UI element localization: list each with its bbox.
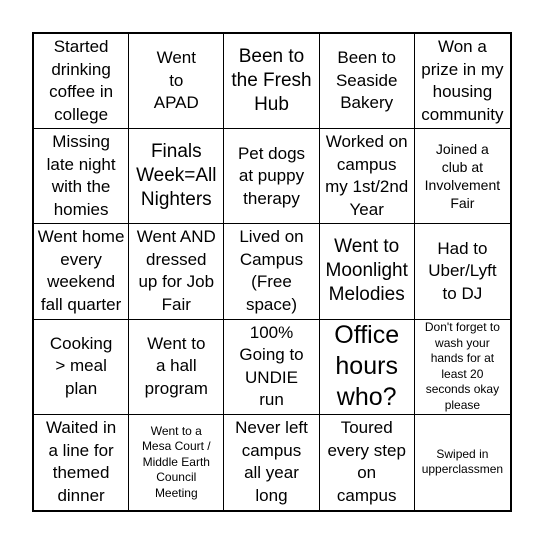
bingo-cell-text: Worked on campus my 1st/2nd Year [325,132,409,219]
bingo-cell-10[interactable] [415,129,510,224]
bingo-cell-text: Joined a club at Involvement Fair [424,141,501,212]
bingo-cell-text: Went to Moonlight Melodies [325,236,408,306]
bingo-cell-text: Went to a Mesa Court / Middle Earth Council Meeting [141,423,211,500]
bingo-cell-17[interactable] [129,320,224,415]
bingo-cell-text: Never left campus all year long [235,418,308,505]
bingo-cell-18[interactable] [224,320,319,415]
bingo-cell-7[interactable] [129,129,224,224]
bingo-cell-text: Went AND dressed up for Job Fair [136,227,216,314]
bingo-cell-14[interactable] [320,224,415,319]
bingo-cell-20[interactable] [415,320,510,415]
bingo-cell-3[interactable] [224,34,319,129]
bingo-cell-text: Won a prize in my housing community [421,37,504,124]
bingo-cell-24[interactable] [320,415,415,510]
bingo-cell-text: Pet dogs at puppy therapy [237,143,306,208]
bingo-board [32,32,512,512]
bingo-cell-16[interactable] [34,320,129,415]
bingo-cell-text: Lived on Campus (Free space) [239,227,304,314]
bingo-cell-text: Missing late night with the homies [46,132,116,219]
bingo-cell-text: Cooking > meal plan [49,333,113,398]
bingo-cell-11[interactable] [34,224,129,319]
bingo-cell-text: Finals Week=All Nighters [136,141,217,211]
bingo-cell-text: Been to the Fresh Hub [231,46,312,116]
bingo-cell-8[interactable] [224,129,319,224]
bingo-cell-22[interactable] [129,415,224,510]
bingo-cell-5[interactable] [415,34,510,129]
bingo-cell-text: Office hours who? [334,321,400,412]
bingo-cell-21[interactable] [34,415,129,510]
bingo-cell-text: Waited in a line for themed dinner [45,418,117,505]
bingo-cell-15[interactable] [415,224,510,319]
bingo-cell-text: Swiped in upperclassmen [421,446,504,477]
bingo-cell-text: Toured every step on campus [327,418,406,505]
bingo-cell-text: 100% Going to UNDIE run [239,322,304,410]
bingo-cell-2[interactable] [129,34,224,129]
bingo-cell-25[interactable] [415,415,510,510]
bingo-cell-text: Been to Seaside Bakery [335,48,398,113]
bingo-cell-text: Went home every weekend fall quarter [37,227,125,314]
bingo-cell-text: Had to Uber/Lyft to DJ [428,238,497,303]
bingo-cell-6[interactable] [34,129,129,224]
bingo-cell-text: Don't forget to wash your hands for at least 20 seconds okay please [424,320,500,412]
bingo-cell-9[interactable] [320,129,415,224]
bingo-cell-text: Started drinking coffee in college [49,37,114,124]
bingo-cell-1[interactable] [34,34,129,129]
bingo-cell-23[interactable] [224,415,319,510]
bingo-cell-12[interactable] [129,224,224,319]
bingo-cell-text: Went to APAD [153,48,199,113]
bingo-cell-4[interactable] [320,34,415,129]
bingo-cell-text: Went to a hall program [144,333,208,398]
bingo-cell-free-space[interactable] [224,224,319,319]
bingo-cell-19[interactable] [320,320,415,415]
